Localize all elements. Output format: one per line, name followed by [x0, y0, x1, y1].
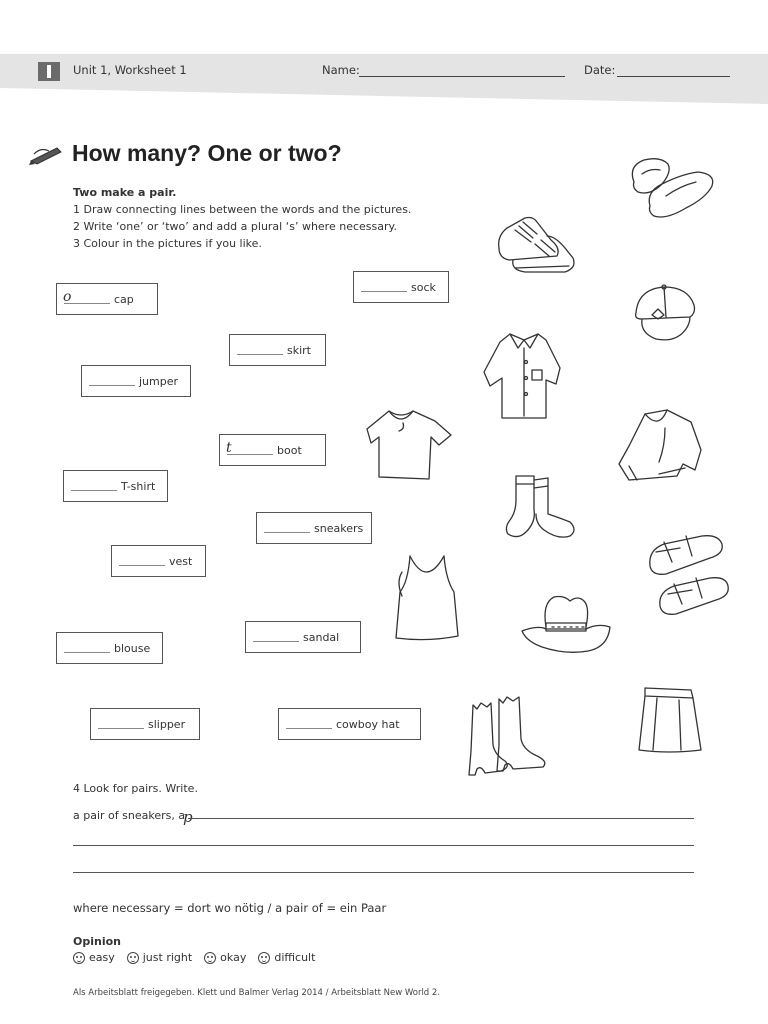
answer-blank[interactable]	[71, 481, 117, 491]
glossary: where necessary = dort wo nötig / a pair of = ein Paar	[73, 901, 387, 915]
word-label: jumper	[139, 374, 179, 388]
handwritten-answer: o	[63, 289, 72, 305]
smiley-icon	[204, 952, 216, 964]
word-label: skirt	[287, 343, 311, 357]
handwritten-answer: t	[226, 440, 232, 456]
vest-icon	[392, 552, 464, 642]
worksheet-header	[0, 54, 768, 88]
smiley-icon	[73, 952, 85, 964]
answer-blank[interactable]	[119, 556, 165, 566]
word-box-tshirt[interactable]	[63, 470, 168, 502]
date-label: Date:	[584, 63, 616, 77]
skirt-icon	[633, 684, 705, 756]
task4-prompt: a pair of sneakers, a	[73, 809, 186, 822]
word-box-boot[interactable]	[219, 434, 326, 466]
sandals-icon	[646, 518, 730, 622]
answer-blank[interactable]	[264, 523, 310, 533]
jumper-icon	[615, 406, 705, 490]
word-label: boot	[277, 443, 302, 457]
opinion-label: just right	[142, 951, 193, 964]
answer-blank[interactable]	[89, 376, 135, 386]
opinion-just-right[interactable]	[127, 951, 192, 964]
word-box-cap[interactable]	[56, 283, 158, 315]
instruction-step-2: 2 Write ‘one’ or ‘two’ and add a plural ‘s’ where necessary.	[73, 220, 397, 233]
opinion-heading: Opinion	[73, 935, 121, 948]
answer-blank[interactable]	[64, 643, 110, 653]
word-box-sock[interactable]	[353, 271, 449, 303]
answer-blank[interactable]	[286, 719, 332, 729]
word-box-blouse[interactable]	[56, 632, 163, 664]
word-label: slipper	[148, 717, 186, 731]
tshirt-icon	[365, 405, 455, 485]
task4-handwritten: p	[183, 808, 193, 826]
word-label: vest	[169, 554, 193, 568]
date-field[interactable]	[617, 76, 730, 77]
footer-copyright: Als Arbeitsblatt freigegeben. Klett und Balmer Verlag 2014 / Arbeitsblatt New World 2.	[73, 988, 441, 998]
word-box-cowboy-hat[interactable]	[278, 708, 421, 740]
opinion-difficult[interactable]	[258, 951, 315, 964]
socks-picture[interactable]	[500, 470, 580, 542]
header-band	[0, 54, 768, 104]
instruction-heading: Two make a pair.	[73, 186, 177, 199]
cowboy-hat-icon	[518, 593, 614, 659]
sneakers-icon	[495, 210, 579, 282]
answer-blank[interactable]	[361, 282, 407, 292]
answer-blank[interactable]	[63, 289, 110, 305]
writing-line-1[interactable]	[188, 818, 694, 819]
word-label: cowboy hat	[336, 717, 400, 731]
socks-icon	[500, 470, 580, 542]
vest-picture[interactable]	[392, 552, 464, 642]
answer-blank[interactable]	[253, 632, 299, 642]
word-label: sandal	[303, 630, 340, 644]
jumper-picture[interactable]	[615, 406, 705, 490]
cap-picture[interactable]	[628, 283, 708, 345]
word-box-skirt[interactable]	[229, 334, 326, 366]
writing-line-2[interactable]	[73, 845, 694, 846]
smiley-icon	[127, 952, 139, 964]
unit-marker-icon	[38, 62, 60, 81]
boots-icon	[465, 695, 555, 781]
opinion-options	[73, 951, 315, 964]
sneakers-picture[interactable]	[495, 210, 579, 282]
task4-heading: 4 Look for pairs. Write.	[73, 782, 198, 795]
name-field[interactable]	[359, 76, 565, 77]
boots-picture[interactable]	[465, 695, 555, 781]
slippers-icon	[626, 154, 718, 224]
writing-line-3[interactable]	[73, 872, 694, 873]
blouse-picture[interactable]	[480, 330, 566, 422]
unit-label: Unit 1, Worksheet 1	[73, 63, 187, 77]
word-box-vest[interactable]	[111, 545, 206, 577]
word-label: blouse	[114, 641, 151, 655]
tshirt-picture[interactable]	[365, 405, 455, 485]
cowboy-hat-picture[interactable]	[518, 593, 614, 659]
instruction-step-3: 3 Colour in the pictures if you like.	[73, 237, 262, 250]
name-label: Name:	[322, 63, 360, 77]
word-box-slipper[interactable]	[90, 708, 200, 740]
word-label: cap	[114, 292, 134, 306]
word-box-jumper[interactable]	[81, 365, 191, 397]
word-label: sock	[411, 280, 436, 294]
opinion-okay[interactable]	[204, 951, 246, 964]
word-label: T-shirt	[121, 479, 156, 493]
answer-blank[interactable]	[226, 440, 273, 456]
pencil-icon	[29, 142, 65, 166]
sandals-picture[interactable]	[646, 518, 730, 622]
cap-icon	[628, 283, 708, 345]
instruction-step-1: 1 Draw connecting lines between the words and the pictures.	[73, 203, 412, 216]
word-box-sandal[interactable]	[245, 621, 361, 653]
word-label: sneakers	[314, 521, 364, 535]
smiley-icon	[258, 952, 270, 964]
answer-blank[interactable]	[98, 719, 144, 729]
opinion-label: okay	[220, 951, 247, 964]
opinion-label: easy	[89, 951, 115, 964]
blouse-icon	[480, 330, 566, 422]
page-title: How many? One or two?	[72, 140, 342, 166]
opinion-easy[interactable]	[73, 951, 115, 964]
slippers-picture[interactable]	[626, 154, 718, 224]
skirt-picture[interactable]	[633, 684, 705, 756]
word-box-sneakers[interactable]	[256, 512, 372, 544]
opinion-label: difficult	[274, 951, 316, 964]
answer-blank[interactable]	[237, 345, 283, 355]
